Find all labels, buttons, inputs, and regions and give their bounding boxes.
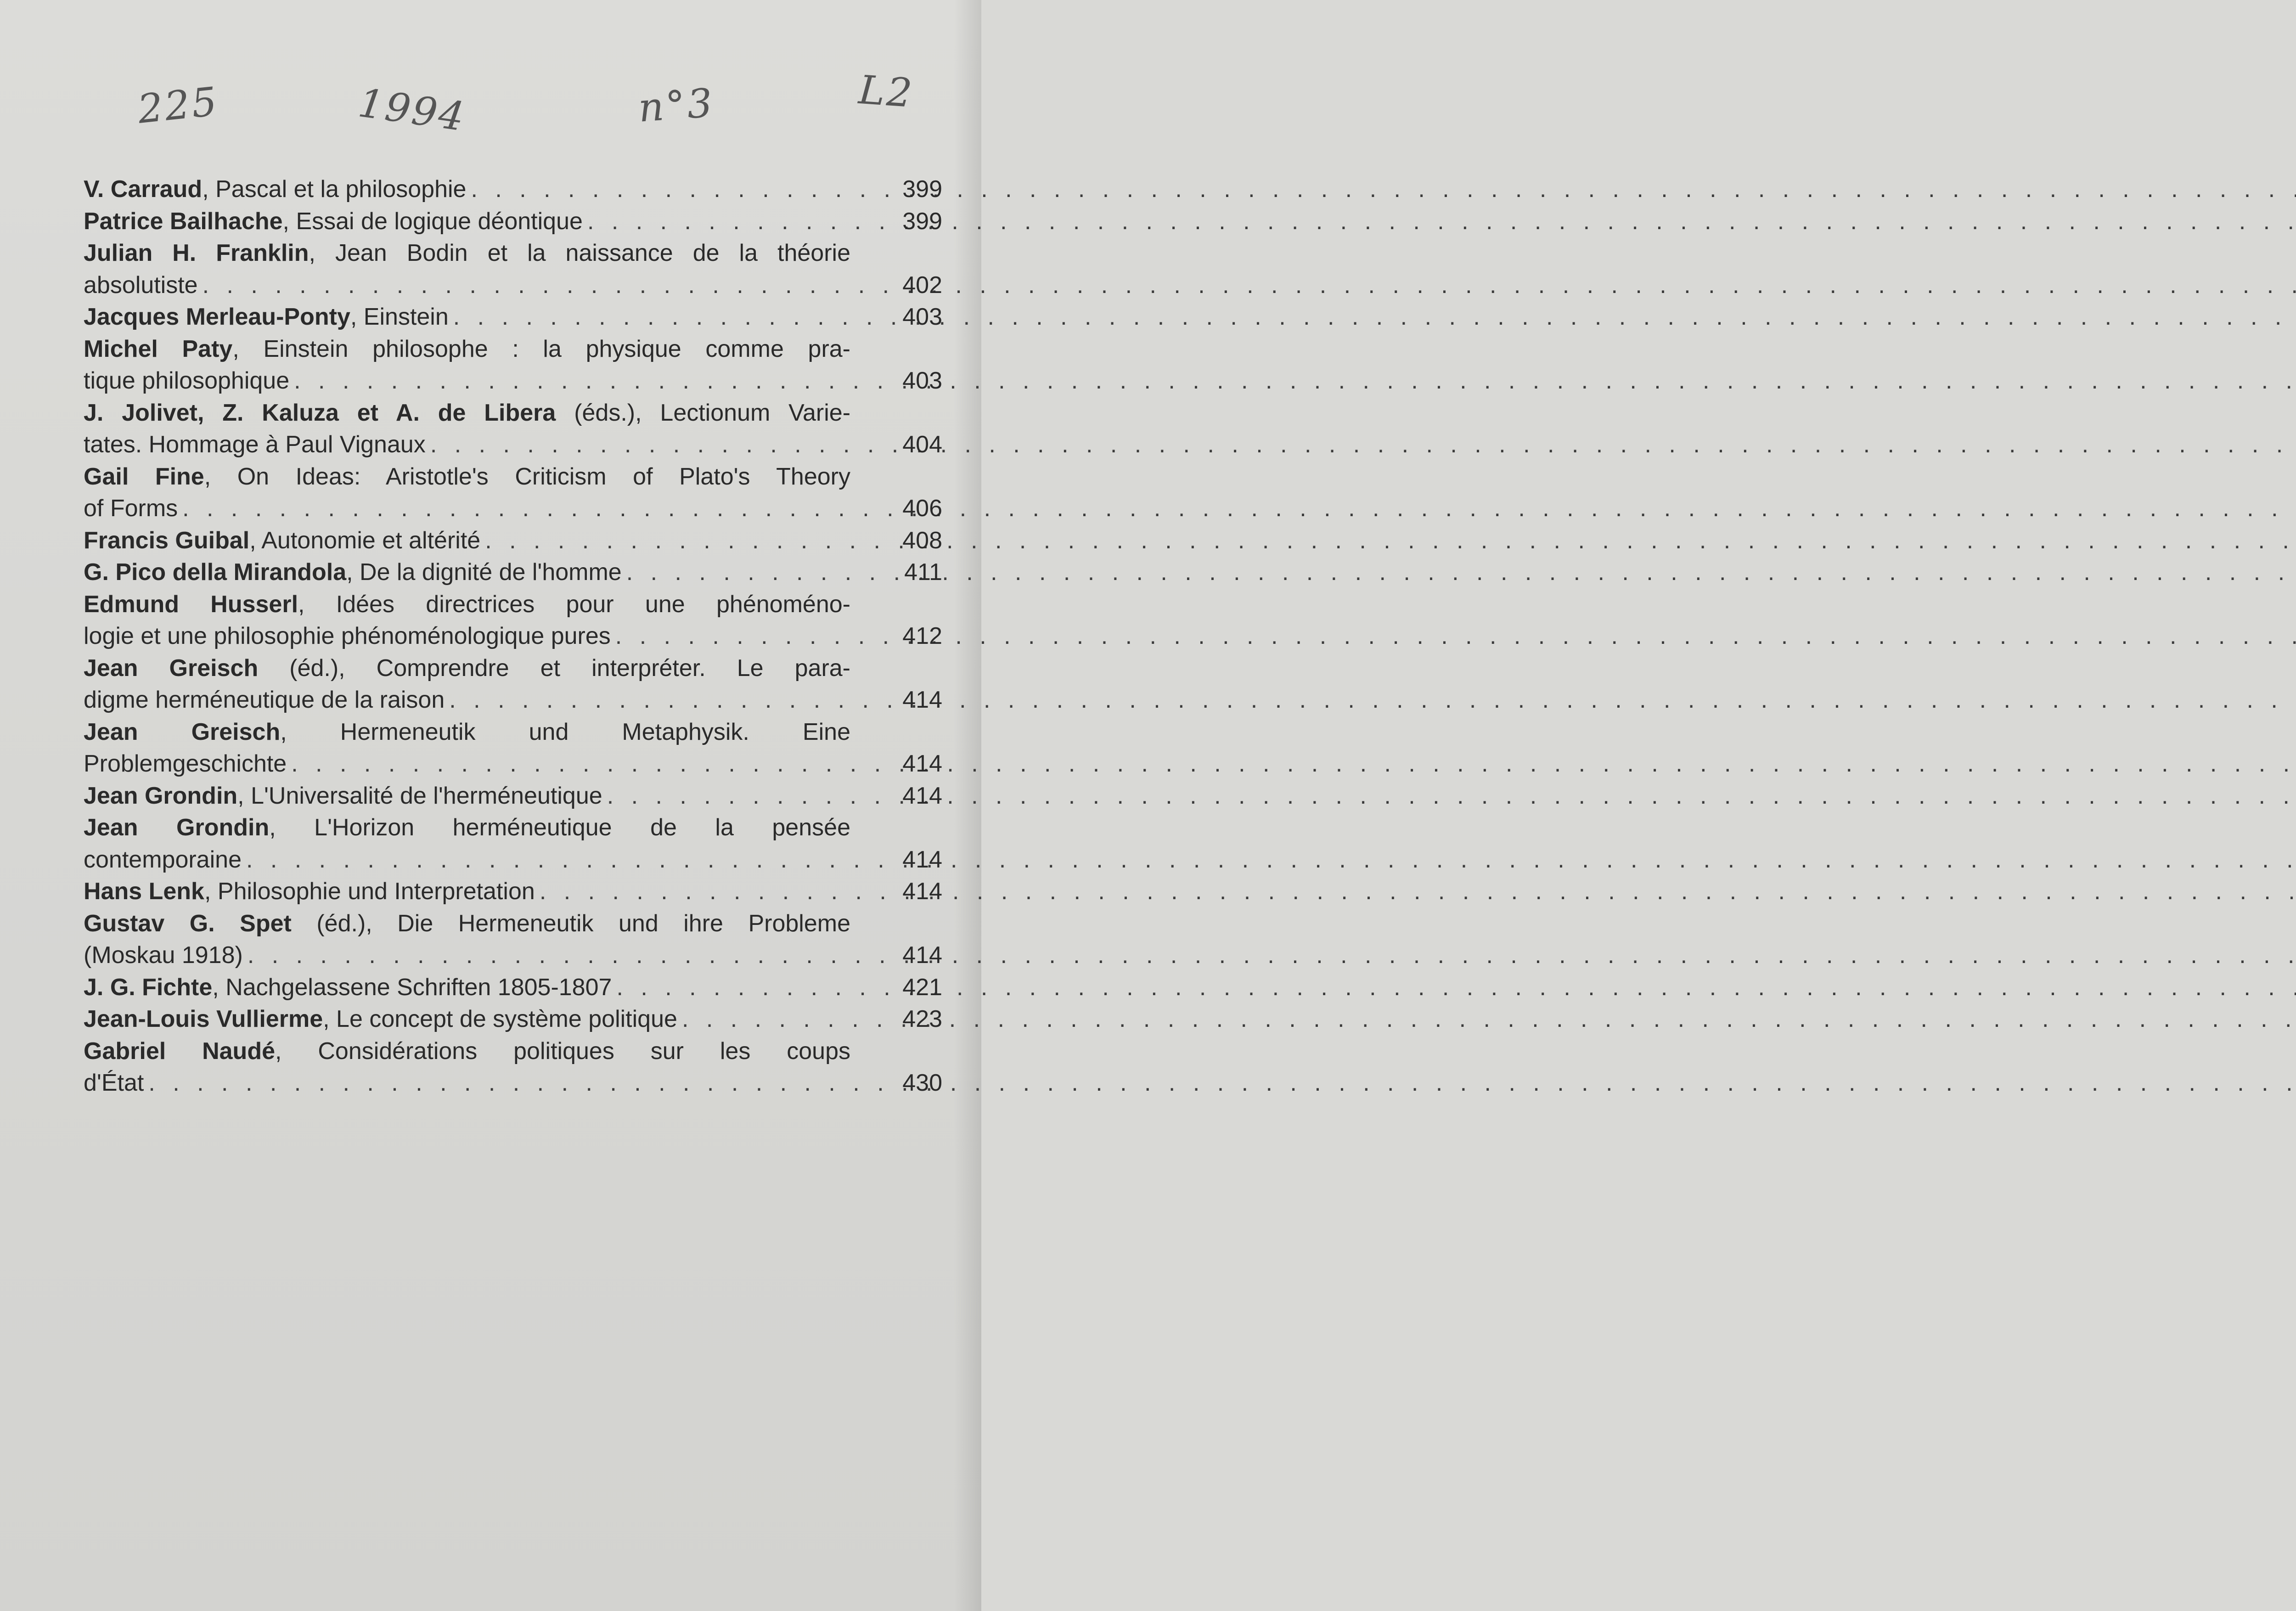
page-number: 414 (902, 687, 942, 713)
entry-title: absolutiste (84, 271, 198, 299)
toc-entry (84, 972, 956, 1004)
entry-author: Hans Lenk (84, 878, 204, 905)
toc-entry-line: J. G. Fichte, Nachgelassene Schriften 1805-1807 . . . 421 (84, 972, 956, 1004)
toc-entry (84, 908, 956, 972)
dot-leader (430, 429, 2296, 461)
entry-title: Autonomie et altérité (261, 527, 481, 554)
entry-title: (Moskau 1918) (84, 942, 243, 969)
toc-entry-line (84, 493, 956, 525)
entry-title: digme herméneutique de la raison (84, 687, 445, 713)
entry-title: contemporaine (84, 846, 242, 873)
toc-entry-line (84, 365, 956, 397)
page-number: 421 (902, 974, 942, 1001)
toc-entry (84, 716, 956, 780)
dot-leader (246, 844, 2296, 876)
entry-title: tique philosophique (84, 367, 290, 394)
toc-entry (84, 653, 956, 716)
page-number: 412 (902, 623, 942, 649)
page-number: 404 (902, 431, 942, 458)
page-number: 414 (902, 942, 942, 969)
toc-entry-line (84, 908, 850, 940)
toc-entry-line: Jacques Merleau-Ponty, Einstein . . . 403 (84, 301, 956, 333)
toc-entry-line (84, 940, 956, 972)
dot-leader (248, 940, 2296, 972)
toc-entry-line: Hans Lenk, Philosophie und Interpretation . . . 414 (84, 876, 956, 908)
toc-entry-line: Jean-Louis Vullierme, Le concept de système politique . . . 423 (84, 1003, 956, 1036)
entry-title: (éd.), Die Hermeneutik und ihre Probleme (316, 910, 851, 937)
page-number: 399 (902, 176, 942, 203)
dot-leader (485, 525, 2296, 557)
entry-author: Jean Greisch (84, 718, 281, 745)
dot-leader (471, 174, 2296, 206)
entry-title: L'Universalité de l'herméneutique (251, 782, 602, 809)
toc-entry (84, 461, 956, 525)
entry-title: tates. Hommage à Paul Vignaux (84, 431, 426, 458)
dot-leader (540, 876, 2296, 908)
entry-author: G. Pico della Mirandola (84, 559, 347, 586)
toc-entry-line (84, 844, 956, 876)
toc-entry (84, 812, 956, 876)
dot-leader (291, 748, 2296, 780)
toc-entry-line: V. Carraud, Pascal et la philosophie . . . 399 (84, 174, 956, 206)
entry-title: Pascal et la philosophie (215, 176, 467, 203)
dot-leader (203, 270, 2296, 302)
entry-author: Patrice Bailhache (84, 208, 283, 235)
entry-author: Gabriel Naudé (84, 1037, 275, 1065)
page-number: 411 (904, 559, 942, 586)
page-number: 408 (902, 527, 942, 554)
table-of-contents (84, 174, 956, 1099)
toc-entry-line (84, 620, 956, 653)
toc-entry-line: Jean Grondin, L'Horizon herméneutique de la pensée (84, 814, 850, 841)
toc-entry-line: Julian H. Franklin, Jean Bodin et la naissance de la théorie (84, 240, 850, 266)
page-number: 414 (902, 846, 942, 873)
entry-title: Einstein (363, 304, 449, 330)
page-number: 403 (902, 367, 942, 394)
entry-author: J. Jolivet, Z. Kaluza et A. de Libera (84, 399, 556, 426)
handwritten-annotations (0, 69, 981, 152)
entry-title: Essai de logique déontique (296, 208, 583, 235)
entry-title: Idées directrices pour une phénoméno- (336, 591, 850, 618)
toc-entry (84, 333, 956, 397)
entry-author: Michel Paty (84, 335, 233, 362)
handwritten-note: n°3 (636, 80, 716, 131)
entry-author: Edmund Husserl (84, 591, 298, 618)
page-number: 406 (902, 495, 942, 522)
entry-author: Jean Grondin (84, 814, 270, 841)
toc-entry (84, 1036, 956, 1099)
toc-entry-line: G. Pico della Mirandola, De la dignité de l'homme . . . 411 (84, 557, 956, 589)
entry-title: d'État (84, 1070, 144, 1096)
toc-entry-line: Gabriel Naudé, Considérations politiques sur les coups (84, 1037, 850, 1065)
toc-entry-line (84, 748, 956, 780)
toc-entry-line (84, 429, 956, 461)
toc-entry-line: Patrice Bailhache, Essai de logique déontique . . . 399 (84, 206, 956, 238)
toc-entry-line: Jean Greisch, Hermeneutik und Metaphysik. Eine (84, 718, 851, 745)
dot-leader (587, 206, 2296, 238)
toc-entry (84, 1003, 956, 1036)
handwritten-note: 1994 (355, 80, 469, 141)
entry-title: L'Horizon herméneutique de la pensée (314, 814, 850, 841)
toc-entry-line (84, 1067, 956, 1099)
toc-entry-line (84, 270, 956, 302)
entry-author: Jacques Merleau-Ponty (84, 304, 350, 330)
dot-leader (453, 301, 2296, 333)
entry-author: Jean-Louis Vullierme (84, 1006, 323, 1032)
entry-author: J. G. Fichte (84, 974, 213, 1001)
entry-title: (éd.), Comprendre et interpréter. Le para- (289, 654, 850, 682)
page (0, 0, 981, 1611)
page-number: 423 (902, 1006, 942, 1032)
page-number: 403 (902, 304, 942, 330)
entry-author: Jean Grondin (84, 782, 238, 809)
entry-title: On Ideas: Aristotle's Criticism of Plato's Theory (237, 463, 850, 490)
entry-title: Philosophie und Interpretation (217, 878, 535, 905)
toc-entry-line (84, 684, 956, 716)
toc-entry (84, 525, 956, 557)
toc-entry (84, 876, 956, 908)
entry-author: Gail Fine (84, 463, 204, 490)
page-number: 414 (902, 750, 942, 777)
dot-leader (294, 365, 2296, 397)
handwritten-note: L2 (857, 67, 916, 117)
page-number: 414 (902, 878, 942, 905)
toc-entry (84, 397, 956, 461)
page-number: 399 (902, 208, 942, 235)
entry-title: Problemgeschichte (84, 750, 287, 777)
entry-title: logie et une philosophie phénoménologique pures (84, 623, 611, 649)
dot-leader (182, 493, 2296, 525)
toc-entry (84, 301, 956, 333)
entry-author: V. Carraud (84, 176, 203, 203)
entry-author: Jean Greisch (84, 654, 259, 682)
entry-author: Francis Guibal (84, 527, 250, 554)
toc-entry-line (84, 653, 850, 685)
entry-author: Julian H. Franklin (84, 240, 309, 266)
entry-author: Gustav G. Spet (84, 910, 292, 937)
entry-title: Jean Bodin et la naissance de la théorie (335, 240, 850, 266)
toc-entry-line: Michel Paty, Einstein philosophe : la physique comme pra- (84, 335, 850, 362)
toc-entry (84, 780, 956, 812)
toc-entry (84, 589, 956, 653)
toc-entry-line (84, 397, 850, 429)
page-number: 414 (902, 782, 942, 809)
page-number: 402 (902, 271, 942, 299)
entry-title: Considérations politiques sur les coups (318, 1037, 850, 1065)
toc-entry (84, 174, 956, 206)
toc-entry-line: Jean Grondin, L'Universalité de l'herméneutique . . . 414 (84, 780, 956, 812)
toc-entry (84, 237, 956, 301)
entry-title: Le concept de système politique (336, 1006, 677, 1032)
handwritten-note: 225 (135, 79, 221, 133)
toc-entry-line: Edmund Husserl, Idées directrices pour une phénoméno- (84, 591, 850, 618)
entry-title: of Forms (84, 495, 178, 522)
toc-entry (84, 206, 956, 238)
toc-entry (84, 557, 956, 589)
toc-entry-line: Francis Guibal, Autonomie et altérité . . . 408 (84, 525, 956, 557)
toc-entry-line: Gail Fine, On Ideas: Aristotle's Criticism of Plato's Theory (84, 463, 850, 490)
entry-title: De la dignité de l'homme (360, 559, 622, 586)
entry-title: (éds.), Lectionum Varie- (574, 399, 851, 426)
entry-title: Hermeneutik und Metaphysik. Eine (340, 718, 851, 745)
page-number: 430 (902, 1070, 942, 1096)
dot-leader (148, 1067, 2296, 1099)
entry-title: Nachgelassene Schriften 1805-1807 (225, 974, 612, 1001)
dot-leader (449, 684, 2296, 716)
entry-title: Einstein philosophe : la physique comme pra- (263, 335, 850, 362)
